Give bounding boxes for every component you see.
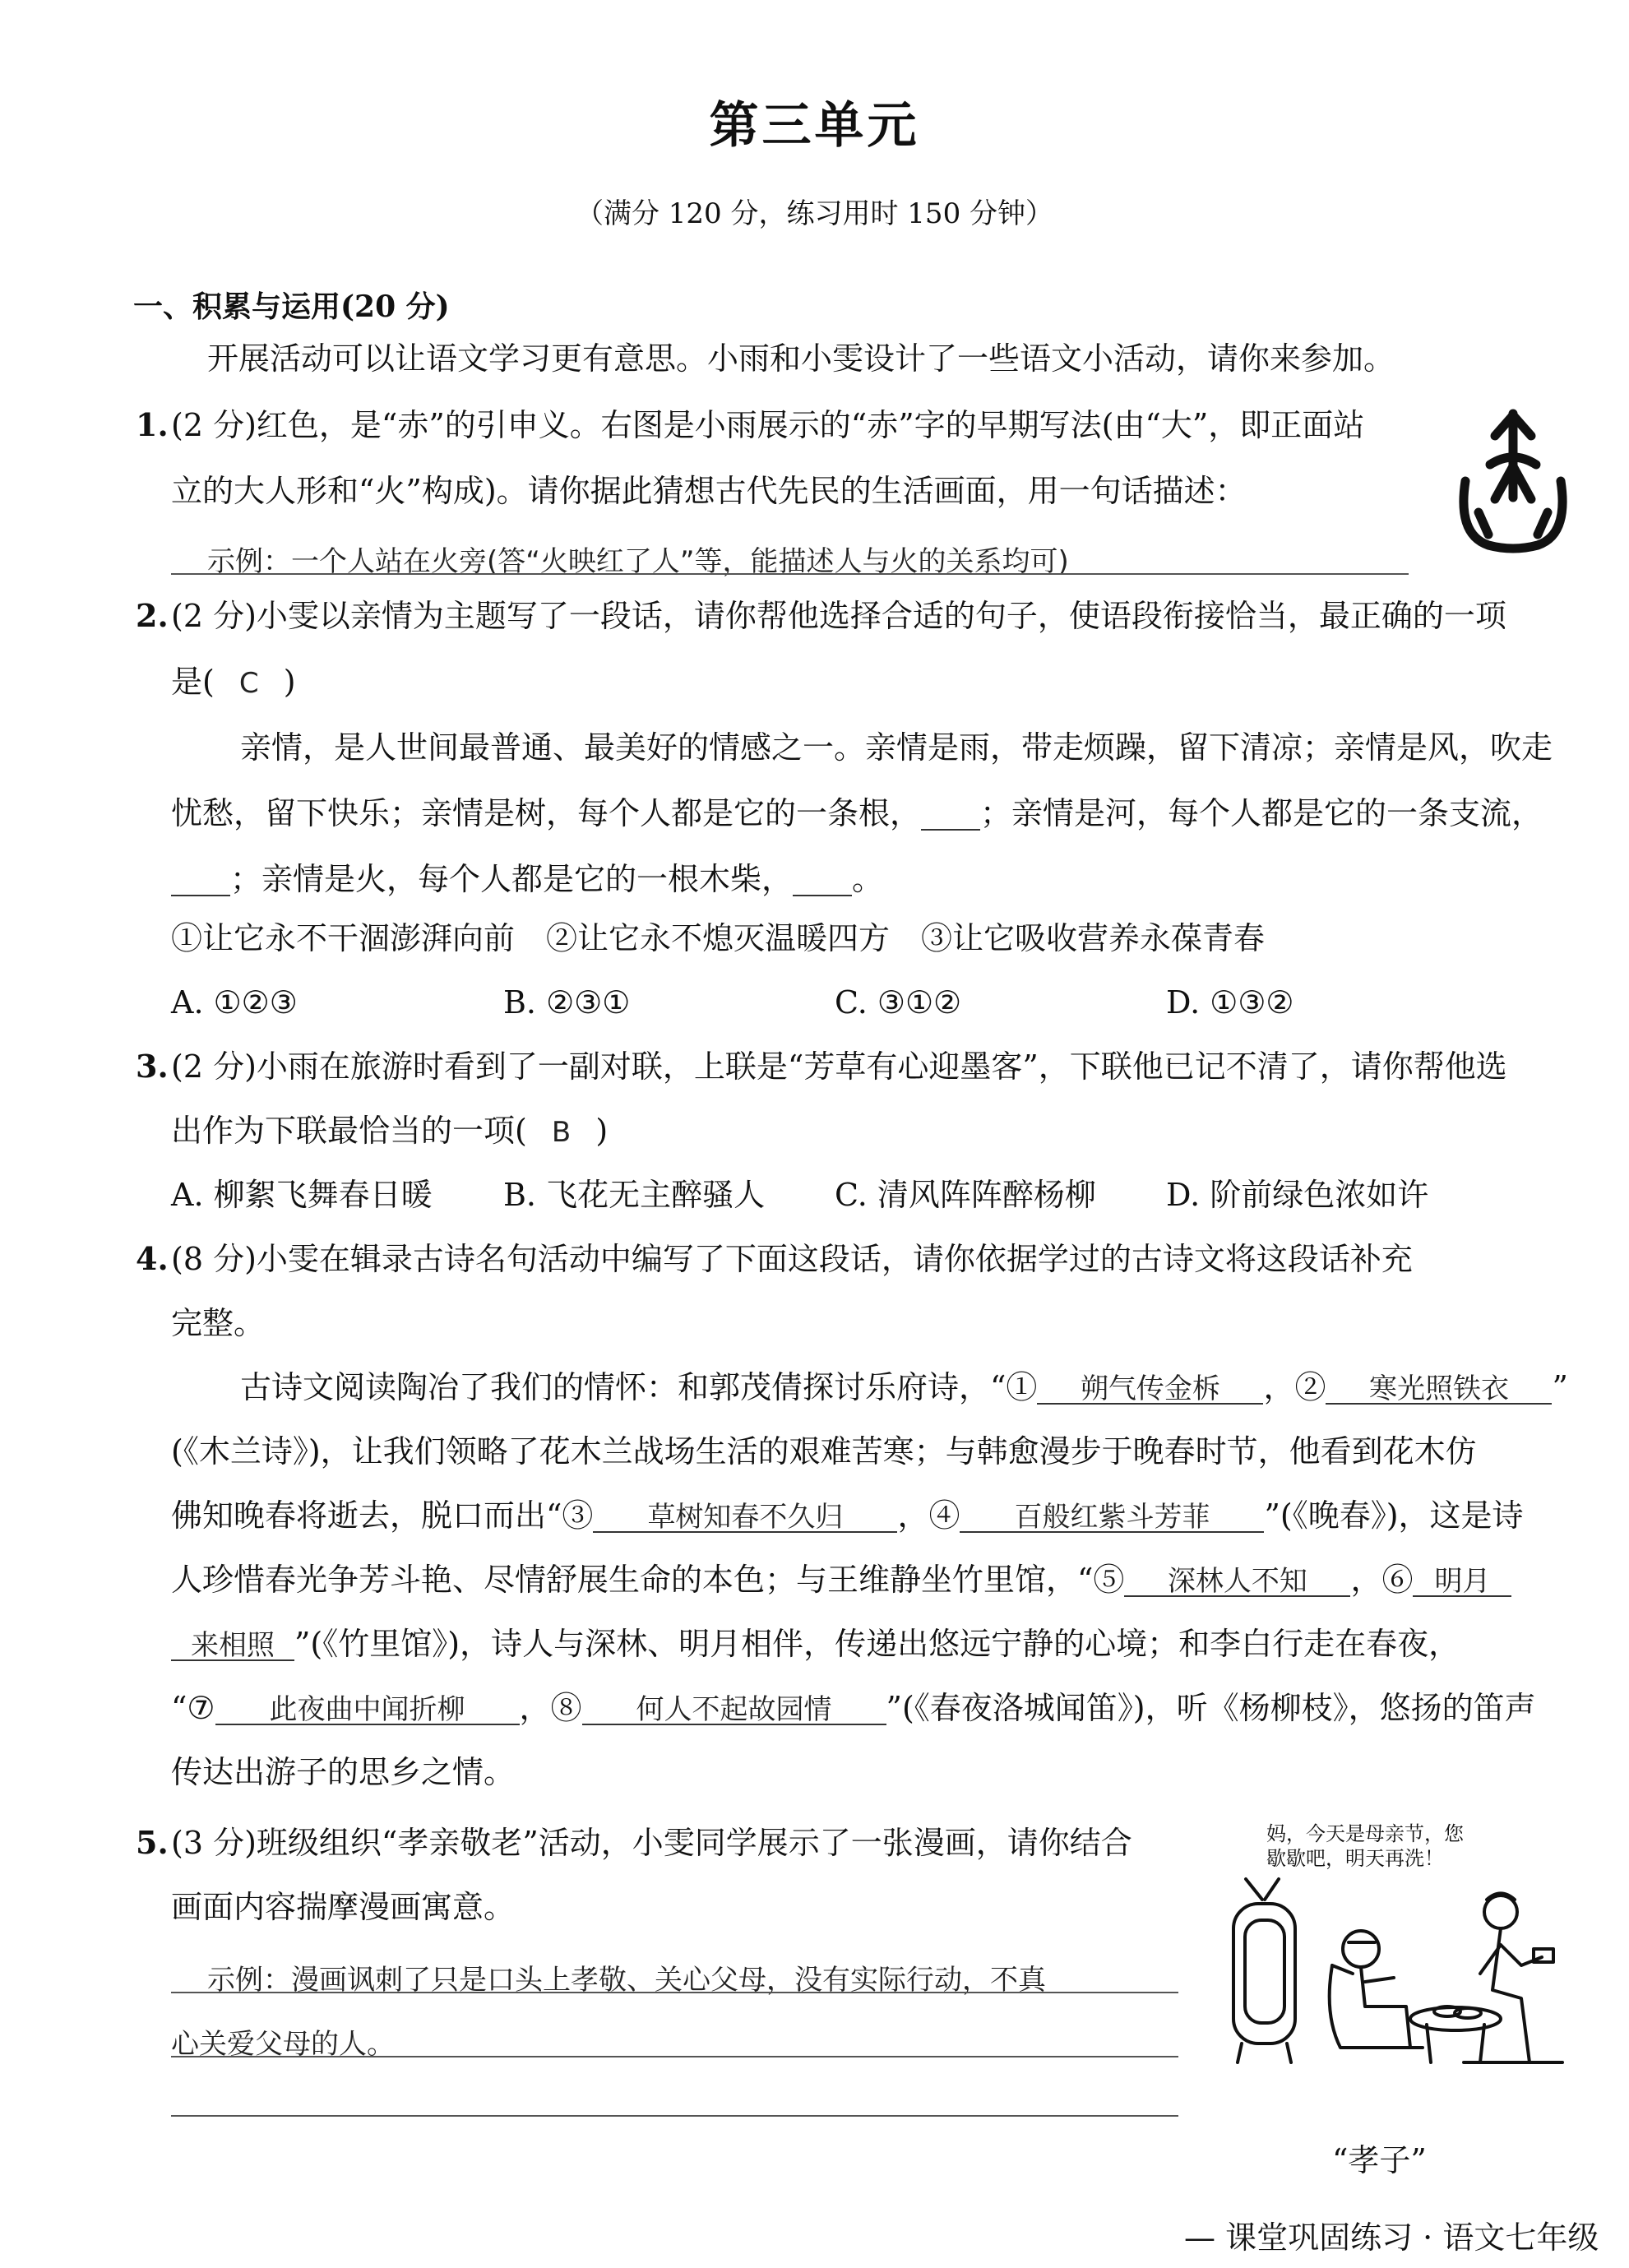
q2-line1: (2 分)小雯以亲情为主题写了一段话，请你帮他选择合适的句子，使语段衔接恰当，最正确的一项 [171,598,1506,634]
q1-answer-line [171,573,1409,575]
q2-passage-line1: 亲情，是人世间最普通、最美好的情感之一。亲情是雨，带走烦躁，留下清凉；亲情是风，吹走 [240,729,1553,766]
q5-answer-rule-3 [171,2115,1178,2117]
q4-blank-7: 此夜曲中闻折柳 [215,1696,520,1725]
q3-line2 [171,1113,609,1149]
q2-passage-line3 [171,863,883,896]
q2-passage-seg: 忧愁，留下快乐；亲情是树，每个人都是它的一条根， [171,795,922,831]
page-title: 第三单元 [709,97,920,155]
q4-blank-1: 朔气传金柝 [1037,1375,1263,1405]
q1-line1: (2 分)红色，是“赤”的引申义。右图是小雨展示的“赤”字的早期写法(由“大”，即正面站 [171,407,1365,443]
q4-blank-6b: 来相照 [171,1632,294,1661]
q4-seg: ”(《春夜洛城闻笛》)，听《杨柳枝》，悠扬的笛声 [886,1690,1536,1726]
q4-seg: ，⑧ [519,1690,582,1726]
section-heading: 一、积累与运用(20 分) [133,289,450,324]
section-intro: 开展活动可以让语文学习更有意思。小雨和小雯设计了一些语文小活动，请你来参加。 [207,340,1395,377]
q3-paren-close: ) [595,1113,609,1149]
q4-seg: ，② [1263,1369,1326,1405]
cartoon-caption: “孝子” [1332,2142,1427,2178]
q2-number: 2. [136,597,169,634]
page-subtitle: （满分 120 分，练习用时 150 分钟） [575,197,1054,230]
cartoon-speech-line1: 妈，今天是母亲节，您 [1266,1822,1464,1845]
cartoon-speech-line2: 歇歇吧，明天再洗！ [1266,1847,1444,1870]
q4-seg: ” [1552,1369,1568,1405]
q2-answer: C [238,667,259,700]
q2-blank-1 [921,798,980,831]
q4-passage-line6 [171,1692,1536,1725]
q2-passage-seg: ；亲情是河，每个人都是它的一条支流， [980,795,1543,831]
q3-line1: (2 分)小雨在旅游时看到了一副对联，上联是“芳草有心迎墨客”，下联他已记不清了，请你帮他选 [171,1048,1507,1085]
q3-stem-end: 出作为下联最恰当的一项( [171,1113,527,1149]
q4-seg: 佛知晚春将逝去，脱口而出“③ [171,1497,594,1534]
q2-blank-2 [171,863,230,896]
q4-blank-6a: 明月 [1413,1567,1511,1597]
q4-seg: 人珍惜春光争芳斗艳、尽情舒展生命的本色；与王维静坐竹里馆，“⑤ [171,1562,1125,1598]
q2-options-line: ①让它永不干涸澎湃向前 ②让它永不熄灭温暖四方 ③让它吸收营养永葆青春 [171,920,1266,956]
q4-seg: “⑦ [171,1690,215,1726]
q2-passage-line2 [171,795,1543,831]
q2-choice-a: A. ①②③ [171,984,298,1021]
q5-line2: 画面内容揣摩漫画寓意。 [171,1889,516,1925]
ancient-chi-character-image [1447,399,1579,555]
q1-line2: 立的大人形和“火”构成)。请你据此猜想古代先民的生活画面，用一句话描述： [171,473,1247,509]
q4-passage-line4 [171,1564,1511,1597]
q1-answer: 示例：一个人站在火旁(答“火映红了人”等，能描述人与火的关系均可) [207,545,1069,578]
q4-seg: ，⑥ [1350,1562,1414,1598]
q2-choice-b: B. ②③① [503,984,631,1021]
q4-passage-line5 [171,1628,1460,1661]
q2-passage-seg: 。 [852,861,884,897]
q2-passage-seg: ；亲情是火，每个人都是它的一根木柴， [230,861,794,897]
q4-seg: 古诗文阅读陶冶了我们的情怀：和郭茂倩探讨乐府诗，“① [240,1369,1038,1405]
q4-blank-4: 百般红紫斗芳菲 [960,1503,1264,1533]
q5-answer-line1: 示例：漫画讽刺了只是口头上孝敬、关心父母，没有实际行动，不真 [207,1964,1046,1997]
q4-passage-line2: (《木兰诗》)，让我们领略了花木兰战场生活的艰难苦寒；与韩愈漫步于晚春时节，他看到花木仿 [171,1433,1477,1470]
q4-blank-5: 深林人不知 [1124,1567,1350,1597]
page-footer: — 课堂巩固练习 · 语文七年级 [1184,2219,1599,2256]
q4-seg: ”(《晚春》)，这是诗 [1264,1497,1524,1534]
q4-number: 4. [136,1240,169,1277]
q3-choice-a: A. 柳絮飞舞春日暖 [171,1177,433,1213]
q4-line1: (8 分)小雯在辑录古诗名句活动中编写了下面这段话，请你依据学过的古诗文将这段话补充 [171,1241,1413,1277]
q4-seg: ，④ [897,1497,960,1534]
q2-blank-3 [793,863,852,896]
q3-answer: B [551,1116,572,1149]
q2-line2 [171,664,296,700]
q4-line2: 完整。 [171,1305,266,1341]
q2-stem-end: 是( [171,664,215,700]
q5-number: 5. [136,1824,169,1861]
q5-line1: (3 分)班级组织“孝亲敬老”活动，小雯同学展示了一张漫画，请你结合 [171,1825,1132,1861]
q2-paren-close: ) [283,664,296,700]
cartoon-image [1217,1867,1595,2068]
q3-number: 3. [136,1048,169,1085]
q2-choice-c: C. ③①② [835,984,962,1021]
cartoon-speech-bubble [1266,1821,1464,1871]
q3-choice-c: C. 清风阵阵醉杨柳 [835,1177,1096,1213]
q5-answer-rule-2 [171,2056,1178,2057]
q4-passage-line1 [240,1369,1568,1405]
q3-choice-b: B. 飞花无主醉骚人 [503,1177,766,1213]
q5-answer-line2: 心关爱父母的人。 [171,2028,395,2061]
q4-blank-2: 寒光照铁衣 [1326,1375,1552,1405]
q1-number: 1. [136,406,169,443]
q4-passage-line7: 传达出游子的思乡之情。 [171,1754,516,1790]
q2-choice-d: D. ①③② [1166,984,1294,1021]
q4-blank-3: 草树知春不久归 [593,1503,897,1533]
q4-passage-line3 [171,1497,1524,1534]
q5-answer-rule-1 [171,1992,1178,1993]
q4-seg: ”(《竹里馆》)，诗人与深林、明月相伴，传递出悠远宁静的心境；和李白行走在春夜， [294,1626,1460,1662]
q4-blank-8: 何人不起故园情 [582,1696,886,1725]
q3-choice-d: D. 阶前绿色浓如许 [1166,1177,1429,1213]
